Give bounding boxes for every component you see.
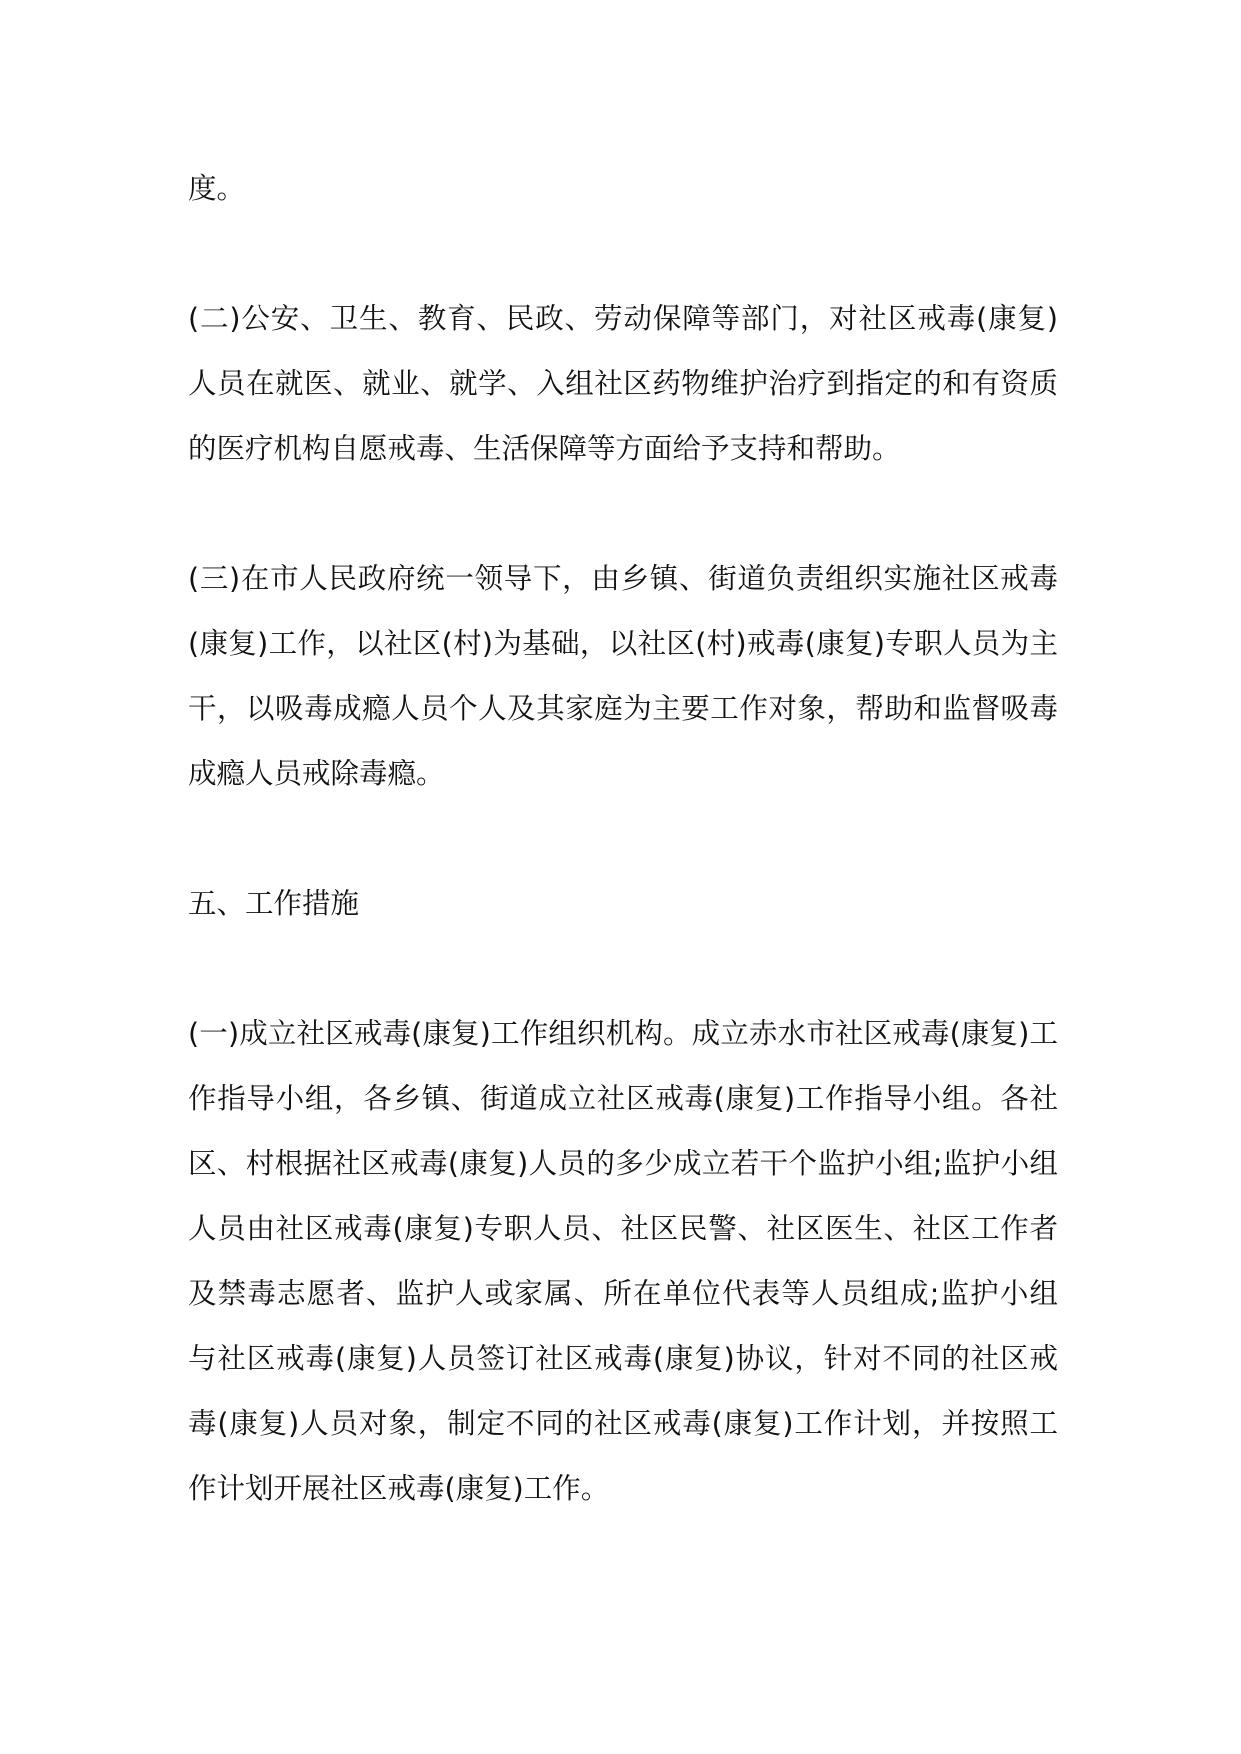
- text-line: 成瘾人员戒除毒瘾。: [188, 757, 445, 790]
- paragraph-item-3: [188, 546, 1058, 806]
- text-line: 作计划开展社区戒毒(康复)工作。: [188, 1472, 610, 1505]
- paragraph-continuation: [188, 156, 1058, 221]
- text-line: (三)在市人民政府统一领导下，由乡镇、街道负责组织实施社区戒毒: [188, 562, 1058, 595]
- section-heading: [188, 871, 1058, 936]
- document-body: [188, 156, 1058, 1521]
- section-heading-text: 五、工作措施: [188, 887, 360, 920]
- text-line: 及禁毒志愿者、监护人或家属、所在单位代表等人员组成;监护小组: [188, 1277, 1058, 1310]
- text-line: 人员在就医、就业、就学、入组社区药物维护治疗到指定的和有资质: [188, 367, 1058, 400]
- text-line: 区、村根据社区戒毒(康复)人员的多少成立若干个监护小组;监护小组: [188, 1147, 1058, 1180]
- text-line: 度。: [188, 172, 246, 205]
- text-line: 干，以吸毒成瘾人员个人及其家庭为主要工作对象，帮助和监督吸毒: [188, 692, 1058, 725]
- text-line: 人员由社区戒毒(康复)专职人员、社区民警、社区医生、社区工作者: [188, 1212, 1058, 1245]
- paragraph-measure-1: [188, 1001, 1058, 1521]
- paragraph-item-2: [188, 286, 1058, 481]
- text-line: 的医疗机构自愿戒毒、生活保障等方面给予支持和帮助。: [188, 432, 901, 465]
- text-line: (一)成立社区戒毒(康复)工作组织机构。成立赤水市社区戒毒(康复)工: [188, 1017, 1058, 1050]
- text-line: 毒(康复)人员对象，制定不同的社区戒毒(康复)工作计划，并按照工: [188, 1407, 1058, 1440]
- text-line: (康复)工作，以社区(村)为基础，以社区(村)戒毒(康复)专职人员为主: [188, 627, 1058, 660]
- text-line: (二)公安、卫生、教育、民政、劳动保障等部门，对社区戒毒(康复): [188, 302, 1058, 335]
- text-line: 与社区戒毒(康复)人员签订社区戒毒(康复)协议，针对不同的社区戒: [188, 1342, 1058, 1375]
- text-line: 作指导小组，各乡镇、街道成立社区戒毒(康复)工作指导小组。各社: [188, 1082, 1058, 1115]
